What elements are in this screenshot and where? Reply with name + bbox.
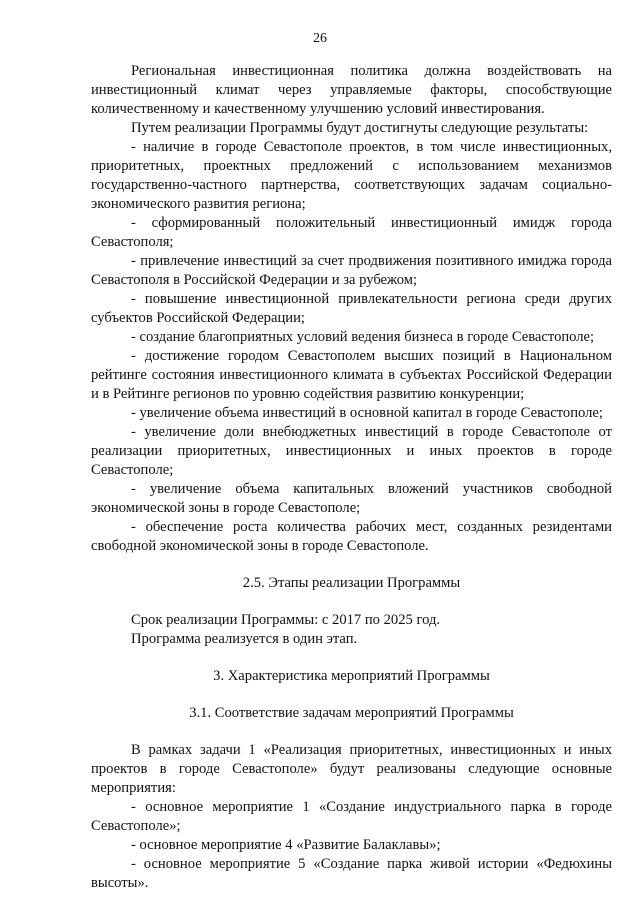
result-item: - увеличение доли внебюджетных инвестиций в городе Севастополе от реализации приоритетных, инвестиционных и иных проектов в городе Севастополе; <box>91 424 612 478</box>
result-item: - достижение городом Севастополем высших позиций в Национальном рейтинге состояния инвестиционного климата в субъектах Российской Федерации и в Рейтинге регионов по уровню содействия развитию конкуренции; <box>91 348 612 402</box>
section-2-5-line: Программа реализуется в один этап. <box>131 631 358 647</box>
section-3-heading: 3. Характеристика мероприятий Программы <box>213 668 490 684</box>
spacer <box>91 686 612 704</box>
section-3-1-heading: 3.1. Соответствие задачам мероприятий Программы <box>189 705 514 721</box>
result-item: - увеличение объема инвестиций в основной капитал в городе Севастополе; <box>131 405 603 421</box>
result-item: - увеличение объема капитальных вложений участников свободной экономической зоны в городе Севастополе; <box>91 481 612 516</box>
result-item: - обеспечение роста количества рабочих мест, созданных резидентами свободной экономической зоны в городе Севастополе. <box>91 519 612 554</box>
page-number: 26 <box>313 31 327 46</box>
results-intro: Путем реализации Программы будут достигнуты следующие результаты: <box>131 120 589 136</box>
section-2-5-line: Срок реализации Программы: с 2017 по 2025 год. <box>131 612 441 628</box>
page-body <box>91 62 612 893</box>
section-2-5-heading: 2.5. Этапы реализации Программы <box>242 575 461 591</box>
section-3-1-item: - основное мероприятие 4 «Развитие Балаклавы»; <box>131 837 441 853</box>
result-item: - наличие в городе Севастополе проектов, в том числе инвестиционных, приоритетных, проектных предложений с использованием механизмов государственно-частного партнерства, соответствующих задачам социально-экономического развития региона; <box>91 139 612 212</box>
intro-paragraph: Региональная инвестиционная политика должна воздействовать на инвестиционный климат через управляемые факторы, способствующие количественному и качественному улучшению условий инвестирования. <box>91 63 612 117</box>
section-3-1-item: - основное мероприятие 1 «Создание индустриального парка в городе Севастополе»; <box>91 799 612 834</box>
result-item: - создание благоприятных условий ведения бизнеса в городе Севастополе; <box>131 329 595 345</box>
section-3-1-intro: В рамках задачи 1 «Реализация приоритетных, инвестиционных и иных проектов в городе Севастополе» будут реализованы следующие основные мероприятия: <box>91 742 612 796</box>
spacer <box>91 649 612 667</box>
section-3-1-item: - основное мероприятие 5 «Создание парка живой истории «Федюхины высоты». <box>91 856 612 891</box>
spacer <box>91 593 612 611</box>
spacer <box>91 723 612 741</box>
result-item: - сформированный положительный инвестиционный имидж города Севастополя; <box>91 215 612 250</box>
result-item: - привлечение инвестиций за счет продвижения позитивного имиджа города Севастополя в Российской Федерации и за рубежом; <box>91 253 612 288</box>
result-item: - повышение инвестиционной привлекательности региона среди других субъектов Российской Федерации; <box>91 291 612 326</box>
spacer <box>91 556 612 574</box>
